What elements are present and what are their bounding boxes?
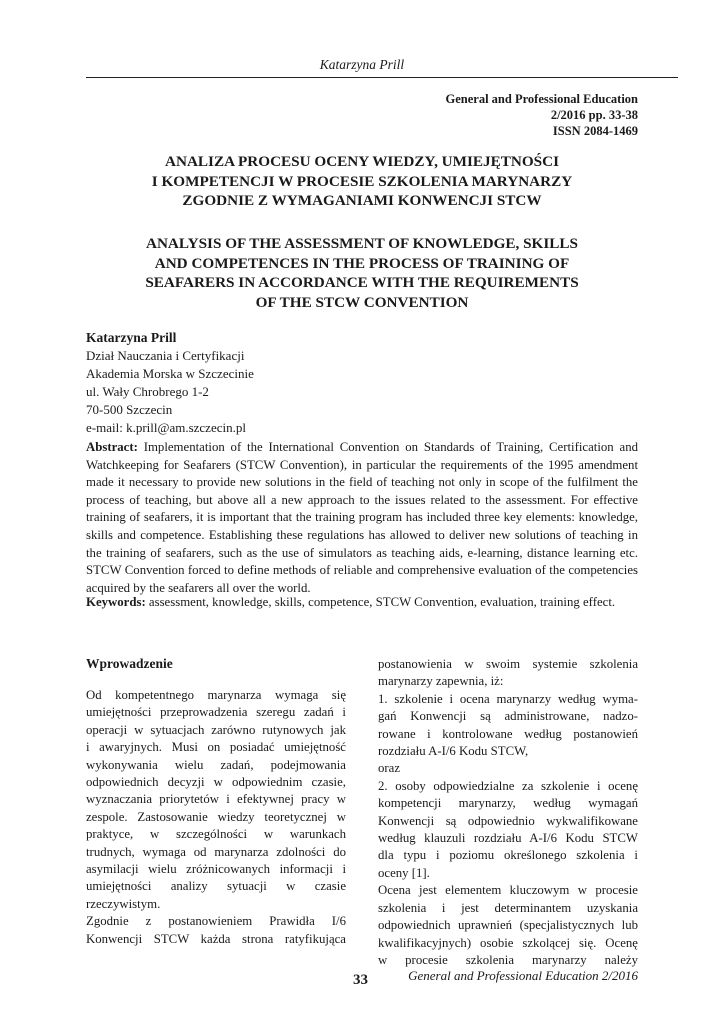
- running-head: Katarzyna Prill: [319, 57, 405, 72]
- author-affiliation-line: Dział Nauczania i Certyfikacji: [86, 348, 245, 363]
- footer-journal: General and Professional Education 2/2016: [408, 968, 638, 983]
- abstract-label: Abstract:: [86, 440, 138, 454]
- abstract-text: Implementation of the International Convention on Standards of Training, Certification and Watchkeeping for Seafarers (STCW Convention), in particular the requirements of the 1995 amendment made it necessary to provide new solutions in the field of teaching not only in scope of the fulfilment the process of teaching, but above all a new approach to the issues related to the assessment. For effective training of seafarers, it is important that the training program has included three key elements: knowledge, skills and competence. Establishing these regulations has allowed to deliver new solutions of teaching in the training of seafarers, such as the use of simulators as teaching aids, e-learning, distance learning etc. STCW Convention forced to define methods of reliable and comprehensive evaluation of the competencies acquired by the seafarers all over the world.: [86, 440, 638, 595]
- right-column-text: [378, 656, 638, 969]
- page-number: 33: [353, 972, 368, 988]
- text-line: wyznaczania priorytetów i efektywnej pracy w: [86, 792, 346, 807]
- text-line: odpowiednich decyzji w odpowiednim czasie,: [86, 775, 346, 790]
- text-line: według klauzuli rozdziału A-I/6 Kodu STCW: [378, 831, 638, 846]
- title-line: ANALIZA PROCESU OCENY WIEDZY, UMIEJĘTNOŚCI: [165, 153, 559, 170]
- journal-info: [446, 91, 639, 139]
- left-column: [86, 655, 346, 948]
- keywords-text: assessment, knowledge, skills, competence, STCW Convention, evaluation, training effect.: [145, 595, 616, 609]
- keywords: [86, 594, 638, 612]
- abstract: [86, 439, 638, 597]
- author-name: Katarzyna Prill: [86, 330, 177, 345]
- text-line: rzeczywistym.: [86, 896, 161, 911]
- text-line: zespole. Zastosowanie wiedzy teoretycznej w: [86, 809, 346, 824]
- text-line: Konwencji są odpowiednio wykwalifikowane: [378, 813, 638, 828]
- text-line: Konwencji STCW każda strona ratyfikująca: [86, 931, 346, 946]
- text-line: umiejętności przeprowadzenia szeregu zadań i: [86, 705, 346, 720]
- title-polish: [86, 152, 638, 211]
- header-rule: [86, 77, 678, 78]
- text-line: oraz: [378, 761, 401, 776]
- text-line: marynarzy zapewnia, iż:: [378, 674, 504, 689]
- journal-issn: ISSN 2084-1469: [552, 124, 638, 138]
- text-line: 1. szkolenie i ocena marynarzy według wyma-: [378, 691, 638, 706]
- author-email[interactable]: e-mail: k.prill@am.szczecin.pl: [86, 420, 246, 435]
- text-line: praktyce, w szczególności w warunkach: [86, 827, 346, 842]
- text-line: oceny [1].: [378, 865, 430, 880]
- text-line: szkolenia i jest determinantem uzyskania: [378, 900, 638, 915]
- text-line: asymilacji wielu zróżnicowanych informacji i: [86, 862, 346, 877]
- text-line: rowane i kontrolowane według postanowień: [378, 726, 638, 741]
- keywords-label: Keywords:: [86, 595, 146, 609]
- title-line: ZGODNIE Z WYMAGANIAMI KONWENCJI STCW: [182, 192, 542, 209]
- right-column: [378, 656, 638, 969]
- text-line: dla typu i poziomu określonego szkolenia i: [378, 848, 638, 863]
- text-line: odpowiednich uprawnień (specjalistycznych lub: [378, 918, 638, 933]
- text-line: rozdziału A-I/6 Kodu STCW,: [378, 744, 529, 759]
- journal-name: General and Professional Education: [445, 92, 638, 106]
- text-line: i awaryjnych. Musi on posiadać umiejętność: [86, 740, 346, 755]
- author-address-line: 70-500 Szczecin: [86, 402, 173, 417]
- text-line: gań Konwencji są administrowane, nadzo-: [378, 709, 638, 724]
- text-line: kwalifikacyjnych) osobie szkolącej się. Ocenę: [378, 935, 638, 950]
- text-line: postanowienia w swoim systemie szkolenia: [378, 657, 638, 671]
- text-line: Zgodnie z postanowieniem Prawidła I/6: [86, 914, 346, 929]
- text-line: umiejętności analizy sytuacji w czasie: [86, 879, 346, 894]
- text-line: 2. osoby odpowiedzialne za szkolenie i ocenę: [378, 778, 638, 793]
- text-line: w procesie szkolenia marynarzy należy: [378, 952, 638, 967]
- author-address-line: ul. Wały Chrobrego 1-2: [86, 384, 209, 399]
- text-line: Od kompetentnego marynarza wymaga się: [86, 688, 346, 702]
- author-block: [86, 329, 254, 437]
- title-line: ANALYSIS OF THE ASSESSMENT OF KNOWLEDGE, SKILLS: [145, 235, 578, 252]
- text-line: kompetencji marynarzy, według wymagań: [378, 796, 638, 811]
- text-line: Ocena jest elementem kluczowym w procesie: [378, 883, 638, 898]
- author-affiliation-line: Akademia Morska w Szczecinie: [86, 366, 254, 381]
- left-column-text: [86, 687, 346, 948]
- section-heading: Wprowadzenie: [86, 656, 173, 671]
- journal-issue: 2/2016 pp. 33-38: [550, 108, 638, 122]
- title-line: OF THE STCW CONVENTION: [255, 293, 469, 311]
- text-line: operacji w sytuacjach zarówno rutynowych jak: [86, 722, 346, 737]
- title-line: AND COMPETENCES IN THE PROCESS OF TRAINING OF: [154, 254, 570, 272]
- title-line: I KOMPETENCJI W PROCESIE SZKOLENIA MARYNARZY: [151, 172, 573, 190]
- text-line: trudnych, wymaga od marynarza zdolności do: [86, 844, 346, 859]
- title-english: [86, 234, 638, 312]
- text-line: wykonywania wielu zadań, podejmowania: [86, 757, 346, 772]
- title-line: SEAFARERS IN ACCORDANCE WITH THE REQUIREMENTS: [145, 274, 579, 291]
